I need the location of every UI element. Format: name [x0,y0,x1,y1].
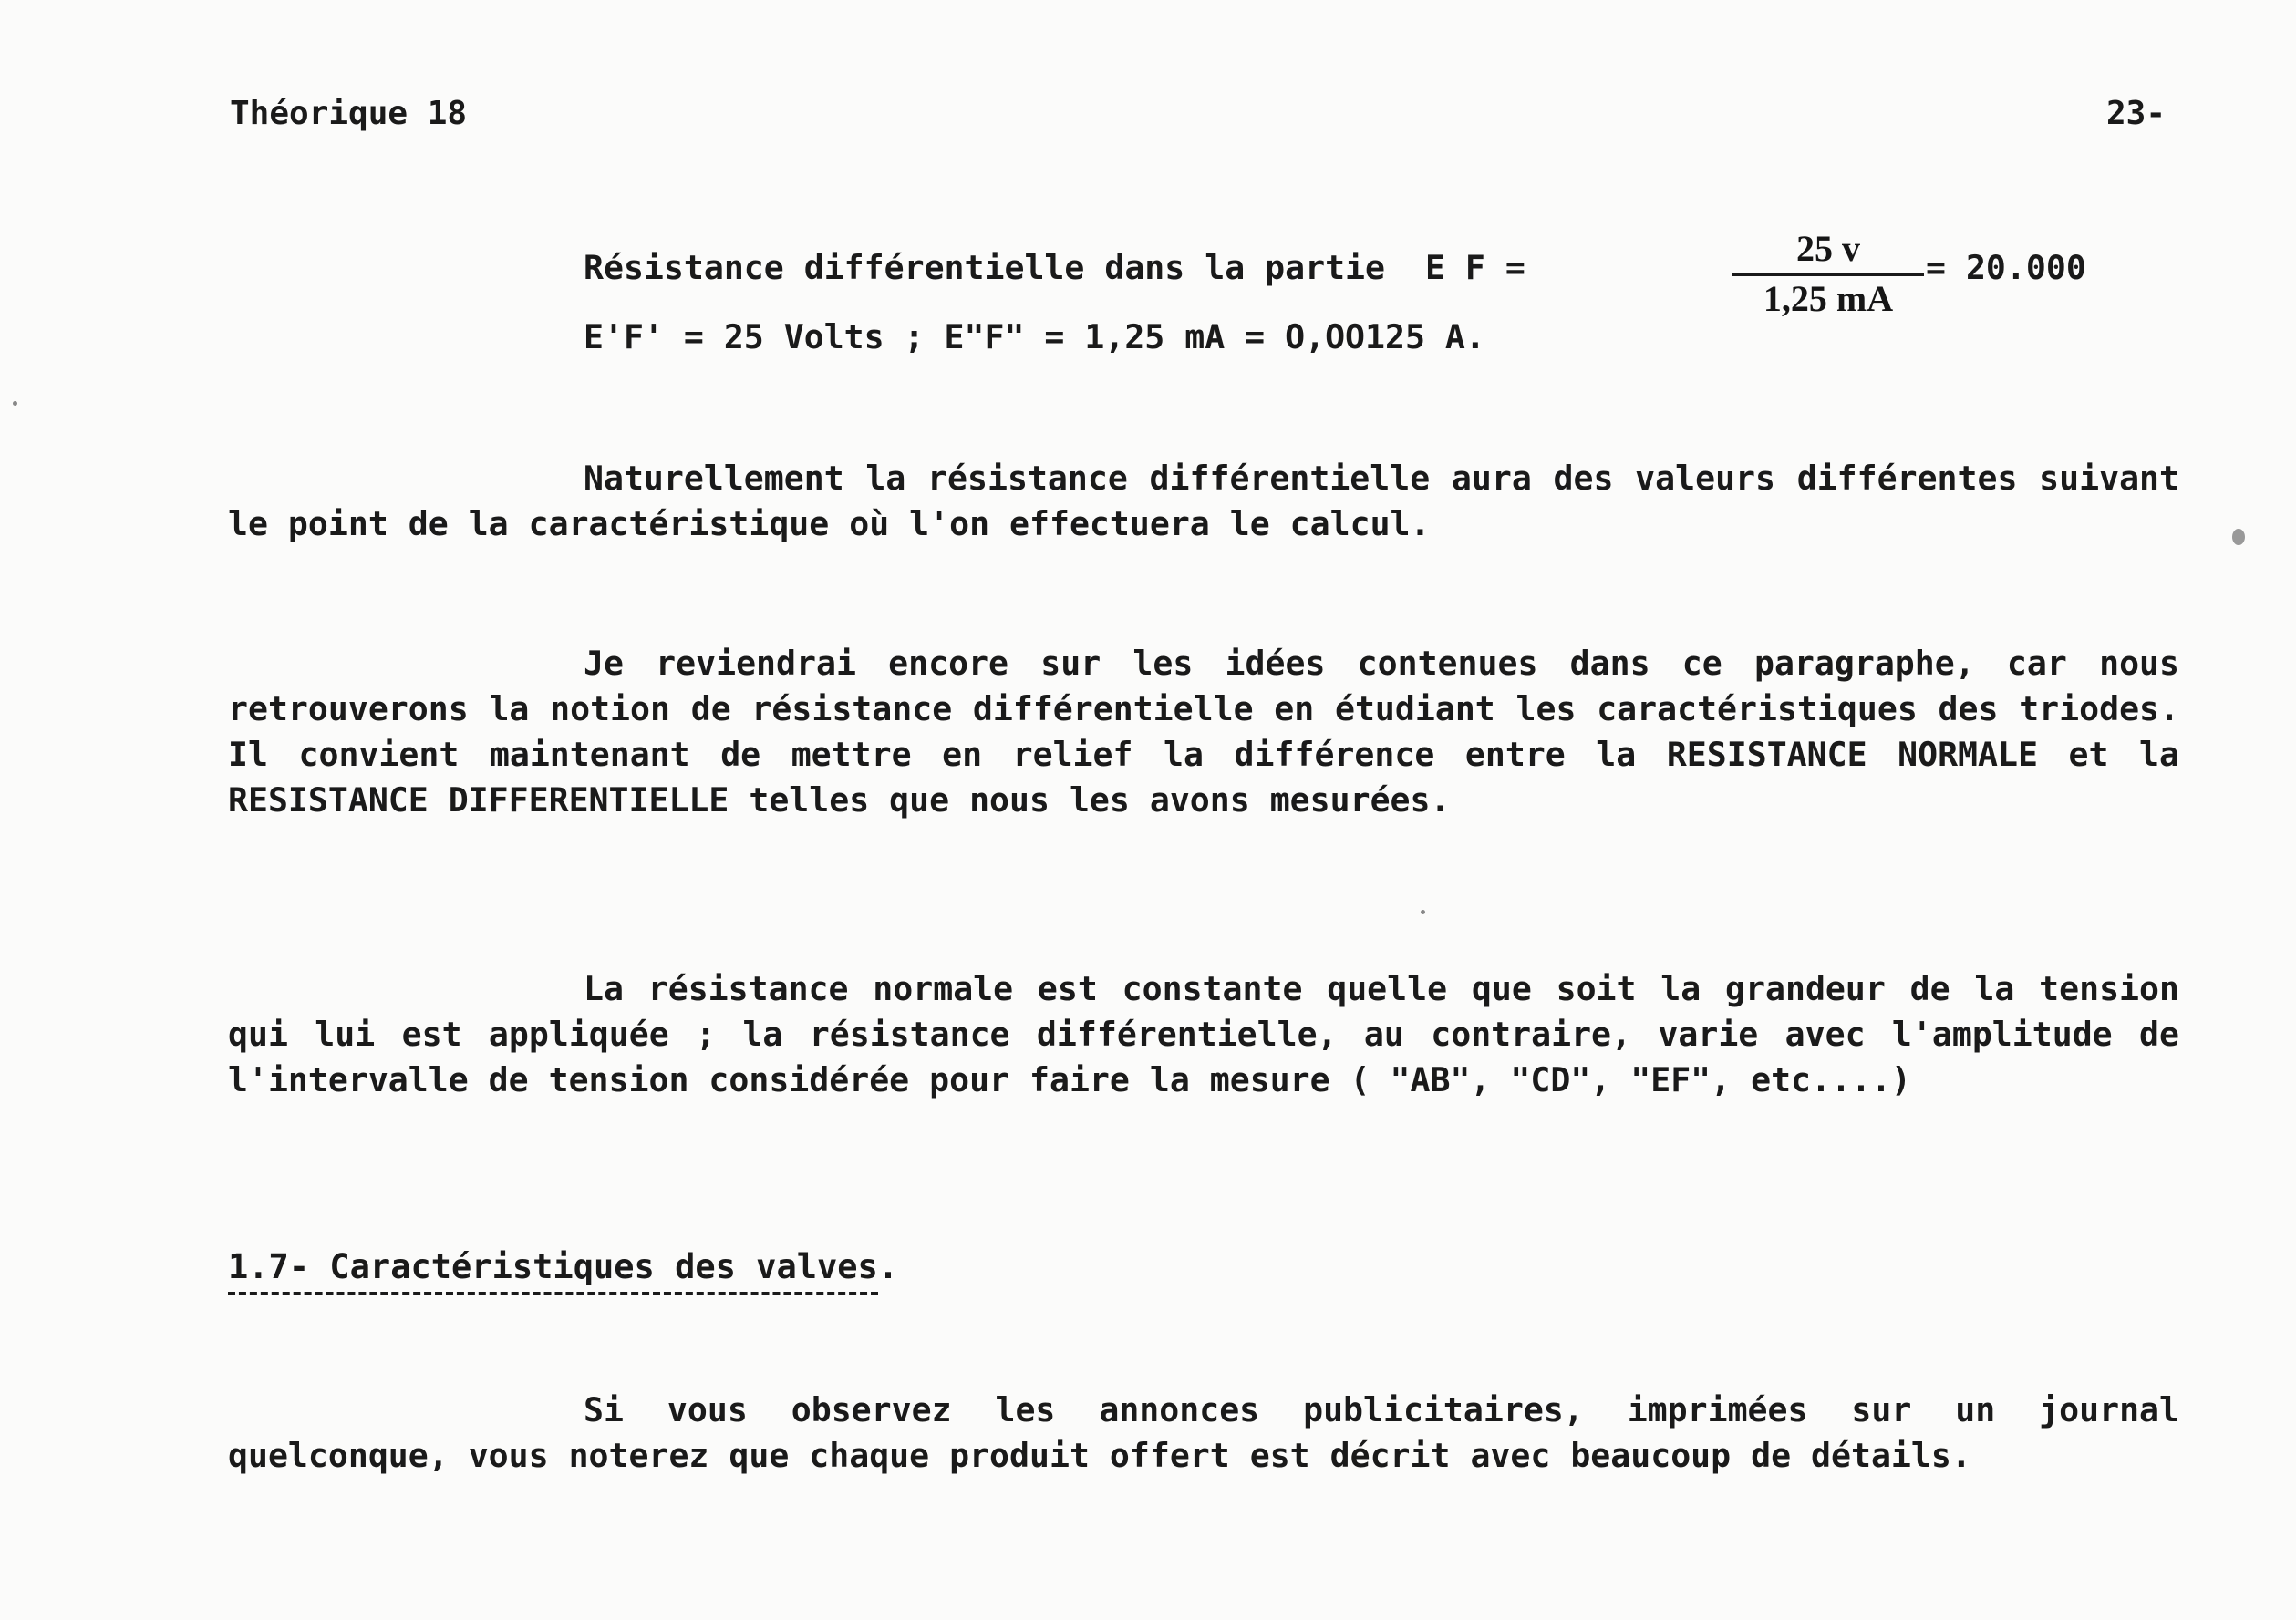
fraction-numerator: 25 v [1796,228,1860,269]
scan-speck [1421,910,1425,914]
closing-paragraph-block [228,1388,2179,1479]
section-heading [228,1247,898,1286]
paragraph-2-block [228,641,2179,823]
paragraph-3-block [228,966,2179,1103]
page-header-left: Théorique 18 [230,95,468,132]
paragraph-1-block [228,456,2179,547]
fraction-denominator: 1,25 mA [1763,278,1894,319]
section-title: 1.7- Caractéristiques des valves [228,1247,878,1295]
formula-line-1: Résistance différentielle dans la partie E F = [584,248,1525,287]
section-period: . [877,1247,899,1286]
scan-speck [13,401,17,406]
scan-speck [2232,529,2245,545]
paragraph: Naturellement la résistance différentielle aura des valeurs différentes suivant le point de la caractéristique où l'on effectuera le calcul. [228,459,2179,543]
formula-result: = 20.000 [1926,248,2086,287]
formula-line-2: E'F' = 25 Volts ; E"F" = 1,25 mA = O,OO125 A. [584,317,1485,356]
formula-fraction [1732,228,1924,320]
paragraph: Je reviendrai encore sur les idées contenues dans ce paragraphe, car nous retrouverons la notion de résistance différentielle en étudiant les caractéristiques des triodes. Il convient maintenant de mettre en relief la différence entre la RESISTANCE NORMALE et la RESISTANCE DIFFERENTIELLE telles que nous les avons mesurées. [228,644,2179,820]
page-number: 23- [2106,95,2167,132]
paragraph: Si vous observez les annonces publicitaires, imprimées sur un journal quelconque, vous noterez que chaque produit offert est décrit avec beaucoup de détails. [228,1390,2179,1475]
paragraph: La résistance normale est constante quelle que soit la grandeur de la tension qui lui est appliquée ; la résistance différentielle, au contraire, varie avec l'amplitude de l'intervalle de tension considérée pour faire la mesure ( "AB", "CD", "EF", etc....) [228,969,2179,1099]
